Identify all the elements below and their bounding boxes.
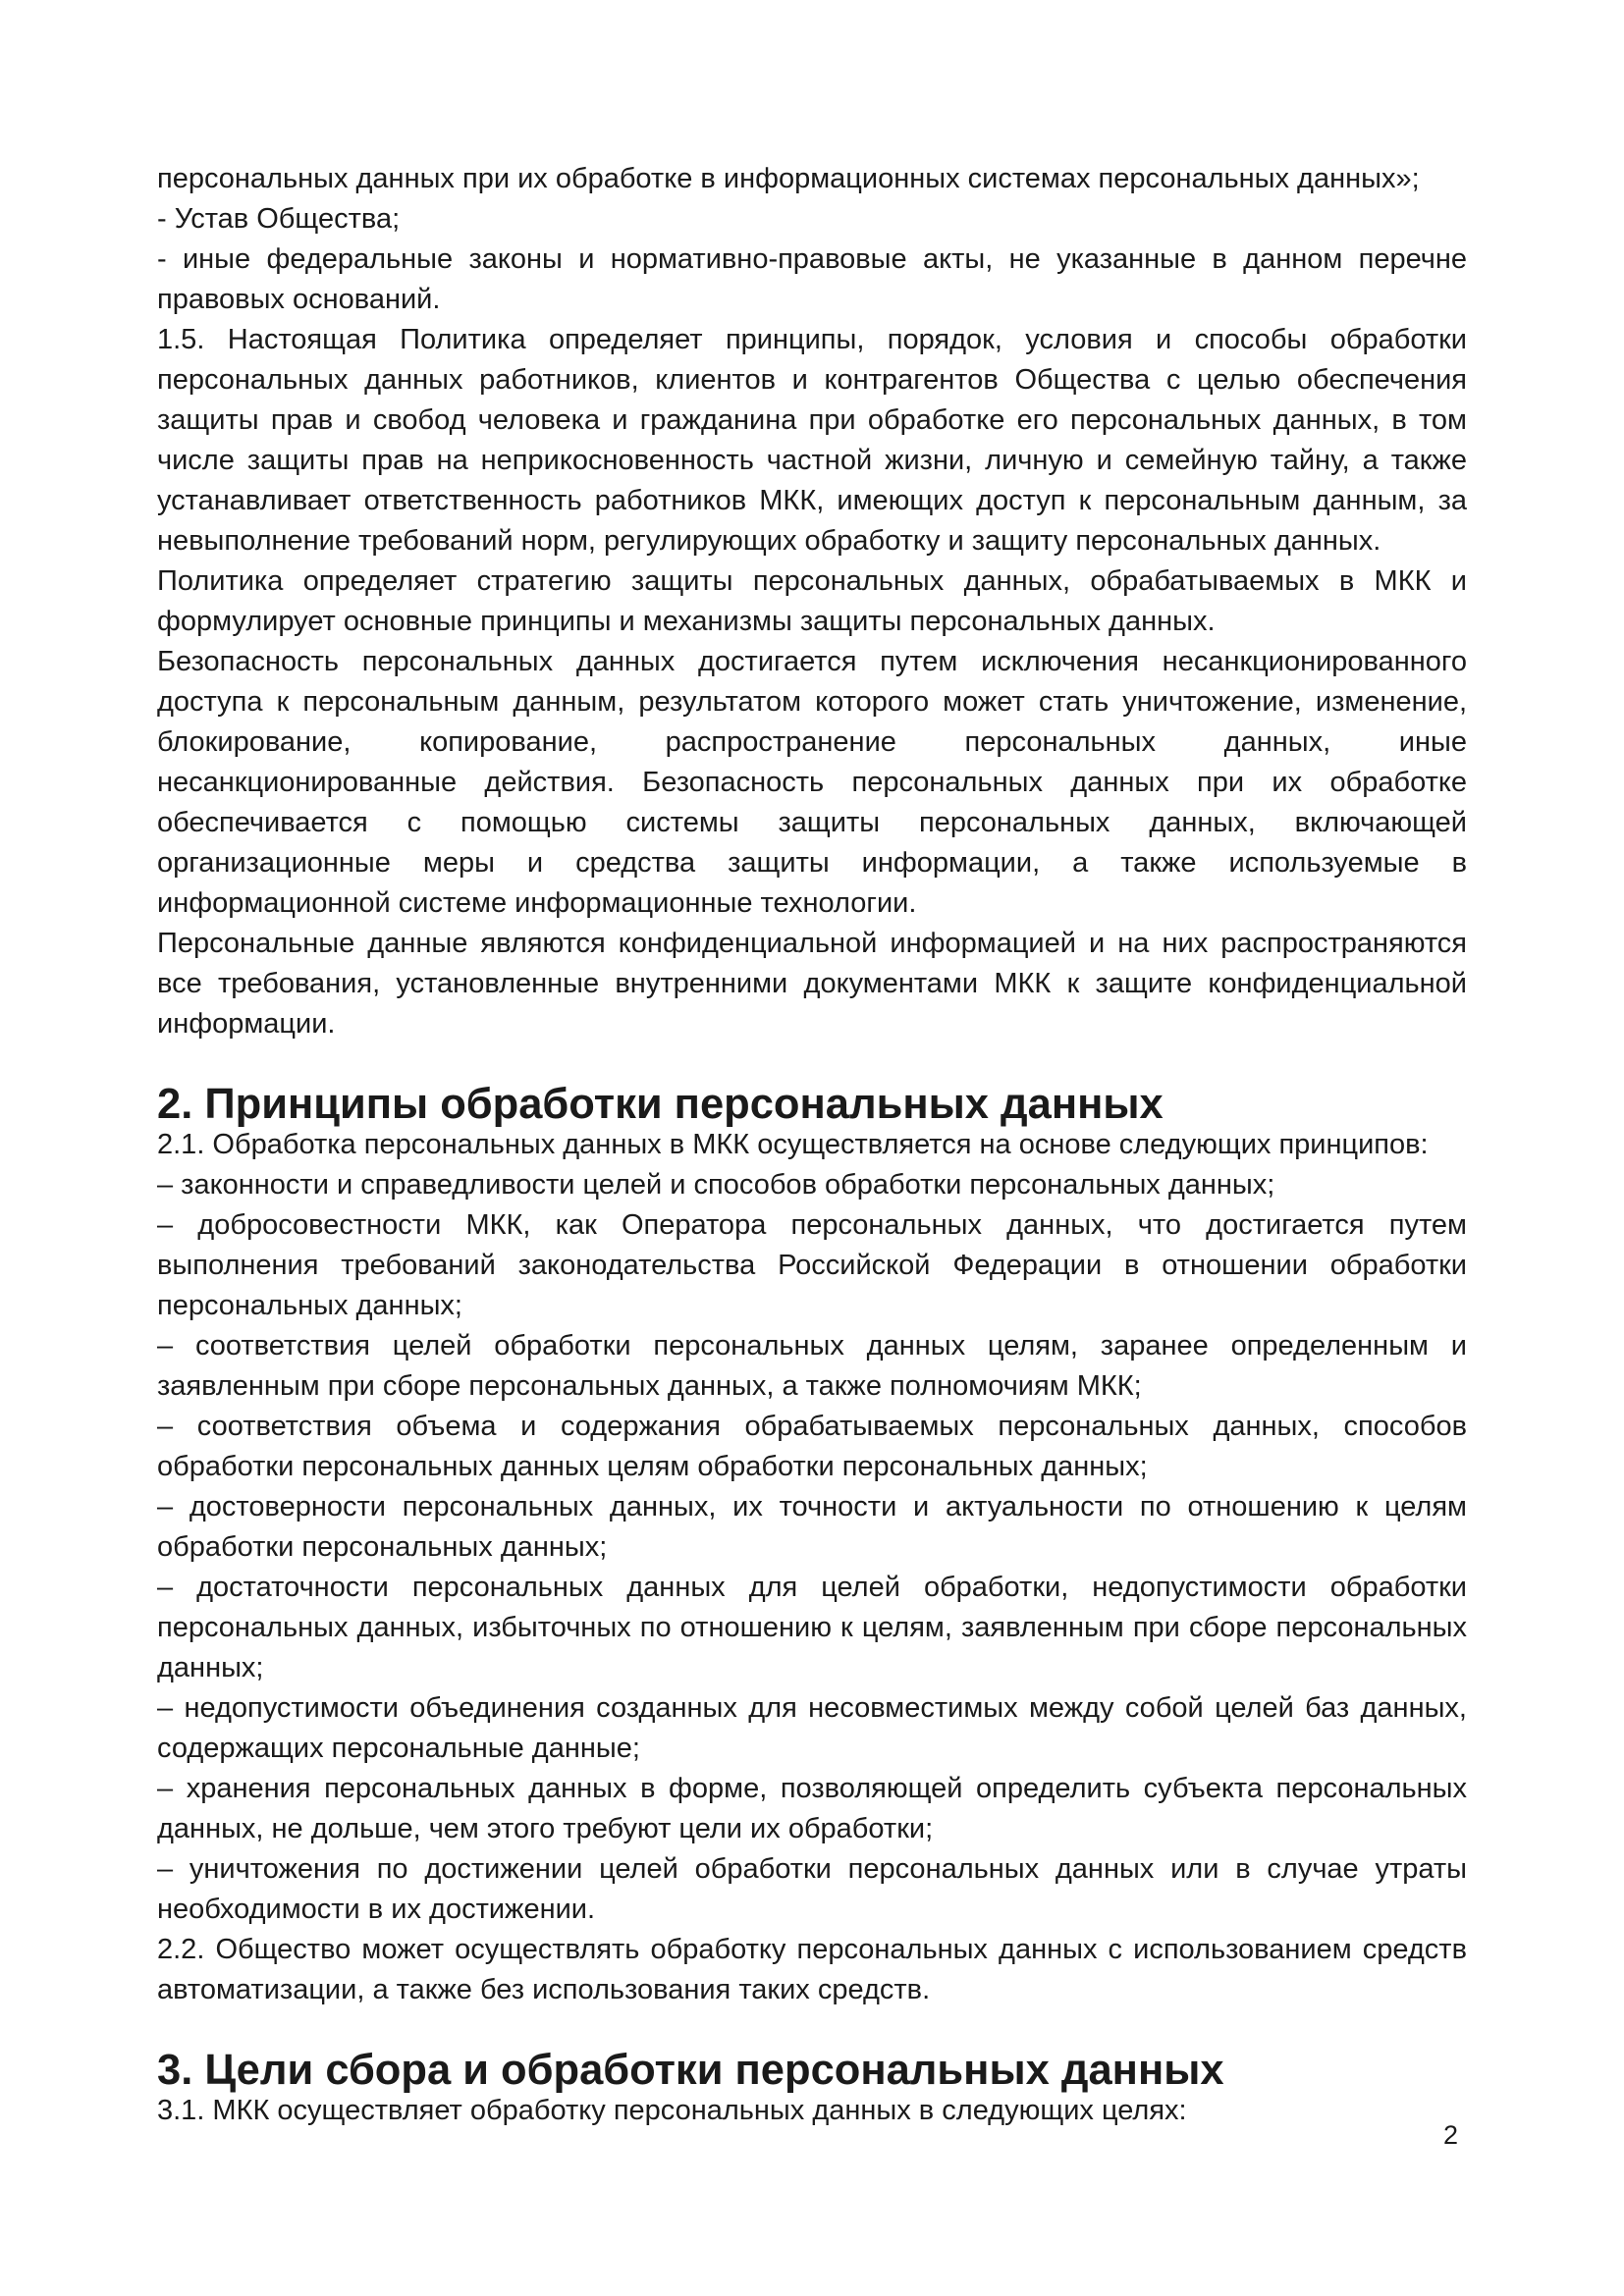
paragraph: Политика определяет стратегию защиты персональных данных, обрабатываемых в МКК и формулирует основные принципы и механизмы защиты персональных данных. <box>157 565 1467 637</box>
paragraph: персональных данных при их обработке в информационных системах персональных данных»; <box>157 163 1420 194</box>
list-item: – достоверности персональных данных, их точности и актуальности по отношению к целям обработки персональных данных; <box>157 1491 1467 1563</box>
section-heading: 3. Цели сбора и обработки персональных данных <box>157 2047 1224 2094</box>
document-page <box>157 159 1467 2131</box>
list-item: – законности и справедливости целей и способов обработки персональных данных; <box>157 1169 1275 1201</box>
paragraph: Персональные данные являются конфиденциальной информацией и на них распространяются все требования, установленные внутренними документами МКК к защите конфиденциальной информации. <box>157 928 1467 1040</box>
paragraph: Безопасность персональных данных достигается путем исключения несанкционированного доступа к персональным данным, результатом которого может стать уничтожение, изменение, блокирование, копирование, распространение персональных данных, иные несанкционированные действия. Безопасность персональных данных при их обработке обеспечивается с помощью системы защиты персональных данных, включающей организационные меры и средства защиты информации, а также используемые в информационной системе информационные технологии. <box>157 646 1467 919</box>
paragraph: - Устав Общества; <box>157 203 401 235</box>
list-item: – недопустимости объединения созданных для несовместимых между собой целей баз данных, содержащих персональные данные; <box>157 1692 1467 1764</box>
spacer <box>157 2010 1467 2051</box>
list-item: – хранения персональных данных в форме, позволяющей определить субъекта персональных данных, не дольше, чем этого требуют цели их обработки; <box>157 1773 1467 1844</box>
page-number: 2 <box>1443 2120 1459 2150</box>
paragraph: 3.1. МКК осуществляет обработку персональных данных в следующих целях: <box>157 2095 1187 2126</box>
paragraph: 1.5. Настоящая Политика определяет принципы, порядок, условия и способы обработки персональных данных работников, клиентов и контрагентов Общества с целью обеспечения защиты прав и свобод человека и гражданина при обработке его персональных данных, в том числе защиты прав на неприкосновенность частной жизни, личную и семейную тайну, а также устанавливает ответственность работников МКК, имеющих доступ к персональным данным, за невыполнение требований норм, регулирующих обработку и защиту персональных данных. <box>157 324 1467 557</box>
list-item: – соответствия объема и содержания обрабатываемых персональных данных, способов обработки персональных данных целям обработки персональных данных; <box>157 1411 1467 1482</box>
paragraph: 2.2. Общество может осуществлять обработку персональных данных с использованием средств автоматизации, а также без использования таких средств. <box>157 1934 1467 2005</box>
list-item: – добросовестности МКК, как Оператора персональных данных, что достигается путем выполнения требований законодательства Российской Федерации в отношении обработки персональных данных; <box>157 1209 1467 1321</box>
paragraph: - иные федеральные законы и нормативно-правовые акты, не указанные в данном перечне правовых оснований. <box>157 243 1467 315</box>
list-item: – достаточности персональных данных для целей обработки, недопустимости обработки персональных данных, избыточных по отношению к целям, заявленным при сборе персональных данных; <box>157 1572 1467 1683</box>
section-heading: 2. Принципы обработки персональных данных <box>157 1081 1164 1128</box>
list-item: – соответствия целей обработки персональных данных целям, заранее определенным и заявленным при сборе персональных данных, а также полномочиям МКК; <box>157 1330 1467 1402</box>
paragraph: 2.1. Обработка персональных данных в МКК осуществляется на основе следующих принципов: <box>157 1129 1429 1160</box>
spacer <box>157 1044 1467 1085</box>
list-item: – уничтожения по достижении целей обработки персональных данных или в случае утраты необходимости в их достижении. <box>157 1853 1467 1925</box>
